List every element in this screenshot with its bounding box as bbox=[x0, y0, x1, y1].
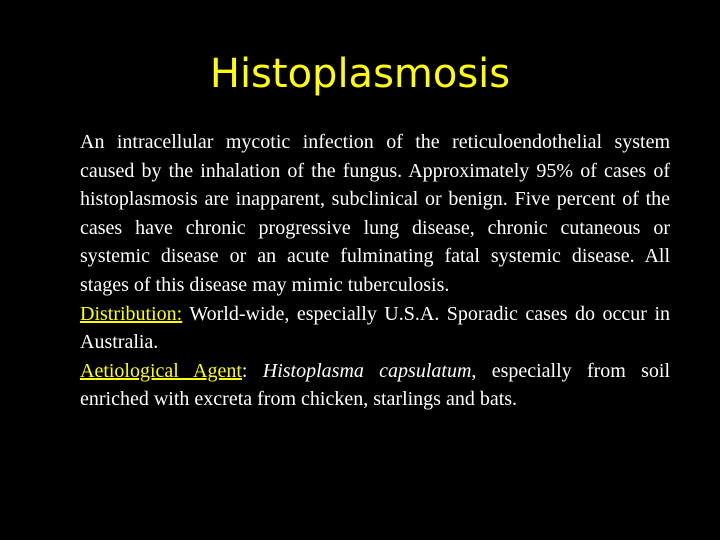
agent-colon: : bbox=[241, 359, 263, 382]
description-paragraph: An intracellular mycotic infection of the reticuloendothelial system caused by the inhalation of the fungus. Approximately 95% of cases of histoplasmosis are inapparent, subclinical or benign. Five percent of the cases have chronic progressive lung disease, chronic cutaneous or systemic disease or an acute fulminating fatal systemic disease. All stages of this disease may mimic tuberculosis. bbox=[80, 131, 670, 296]
slide-title: Histoplasmosis bbox=[209, 51, 511, 97]
slide-body bbox=[80, 128, 670, 414]
distribution-text: World-wide, especially U.S.A. Sporadic cases do occur in Australia. bbox=[80, 302, 670, 354]
agent-text: , especially from soil enriched with excreta from chicken, starlings and bats. bbox=[80, 359, 671, 411]
distribution-label: Distribution: bbox=[80, 302, 183, 325]
agent-paragraph bbox=[80, 357, 670, 414]
agent-species: Histoplasma capsulatum bbox=[262, 359, 472, 382]
agent-label: Aetiological Agent bbox=[80, 359, 242, 382]
distribution-paragraph bbox=[80, 300, 670, 357]
